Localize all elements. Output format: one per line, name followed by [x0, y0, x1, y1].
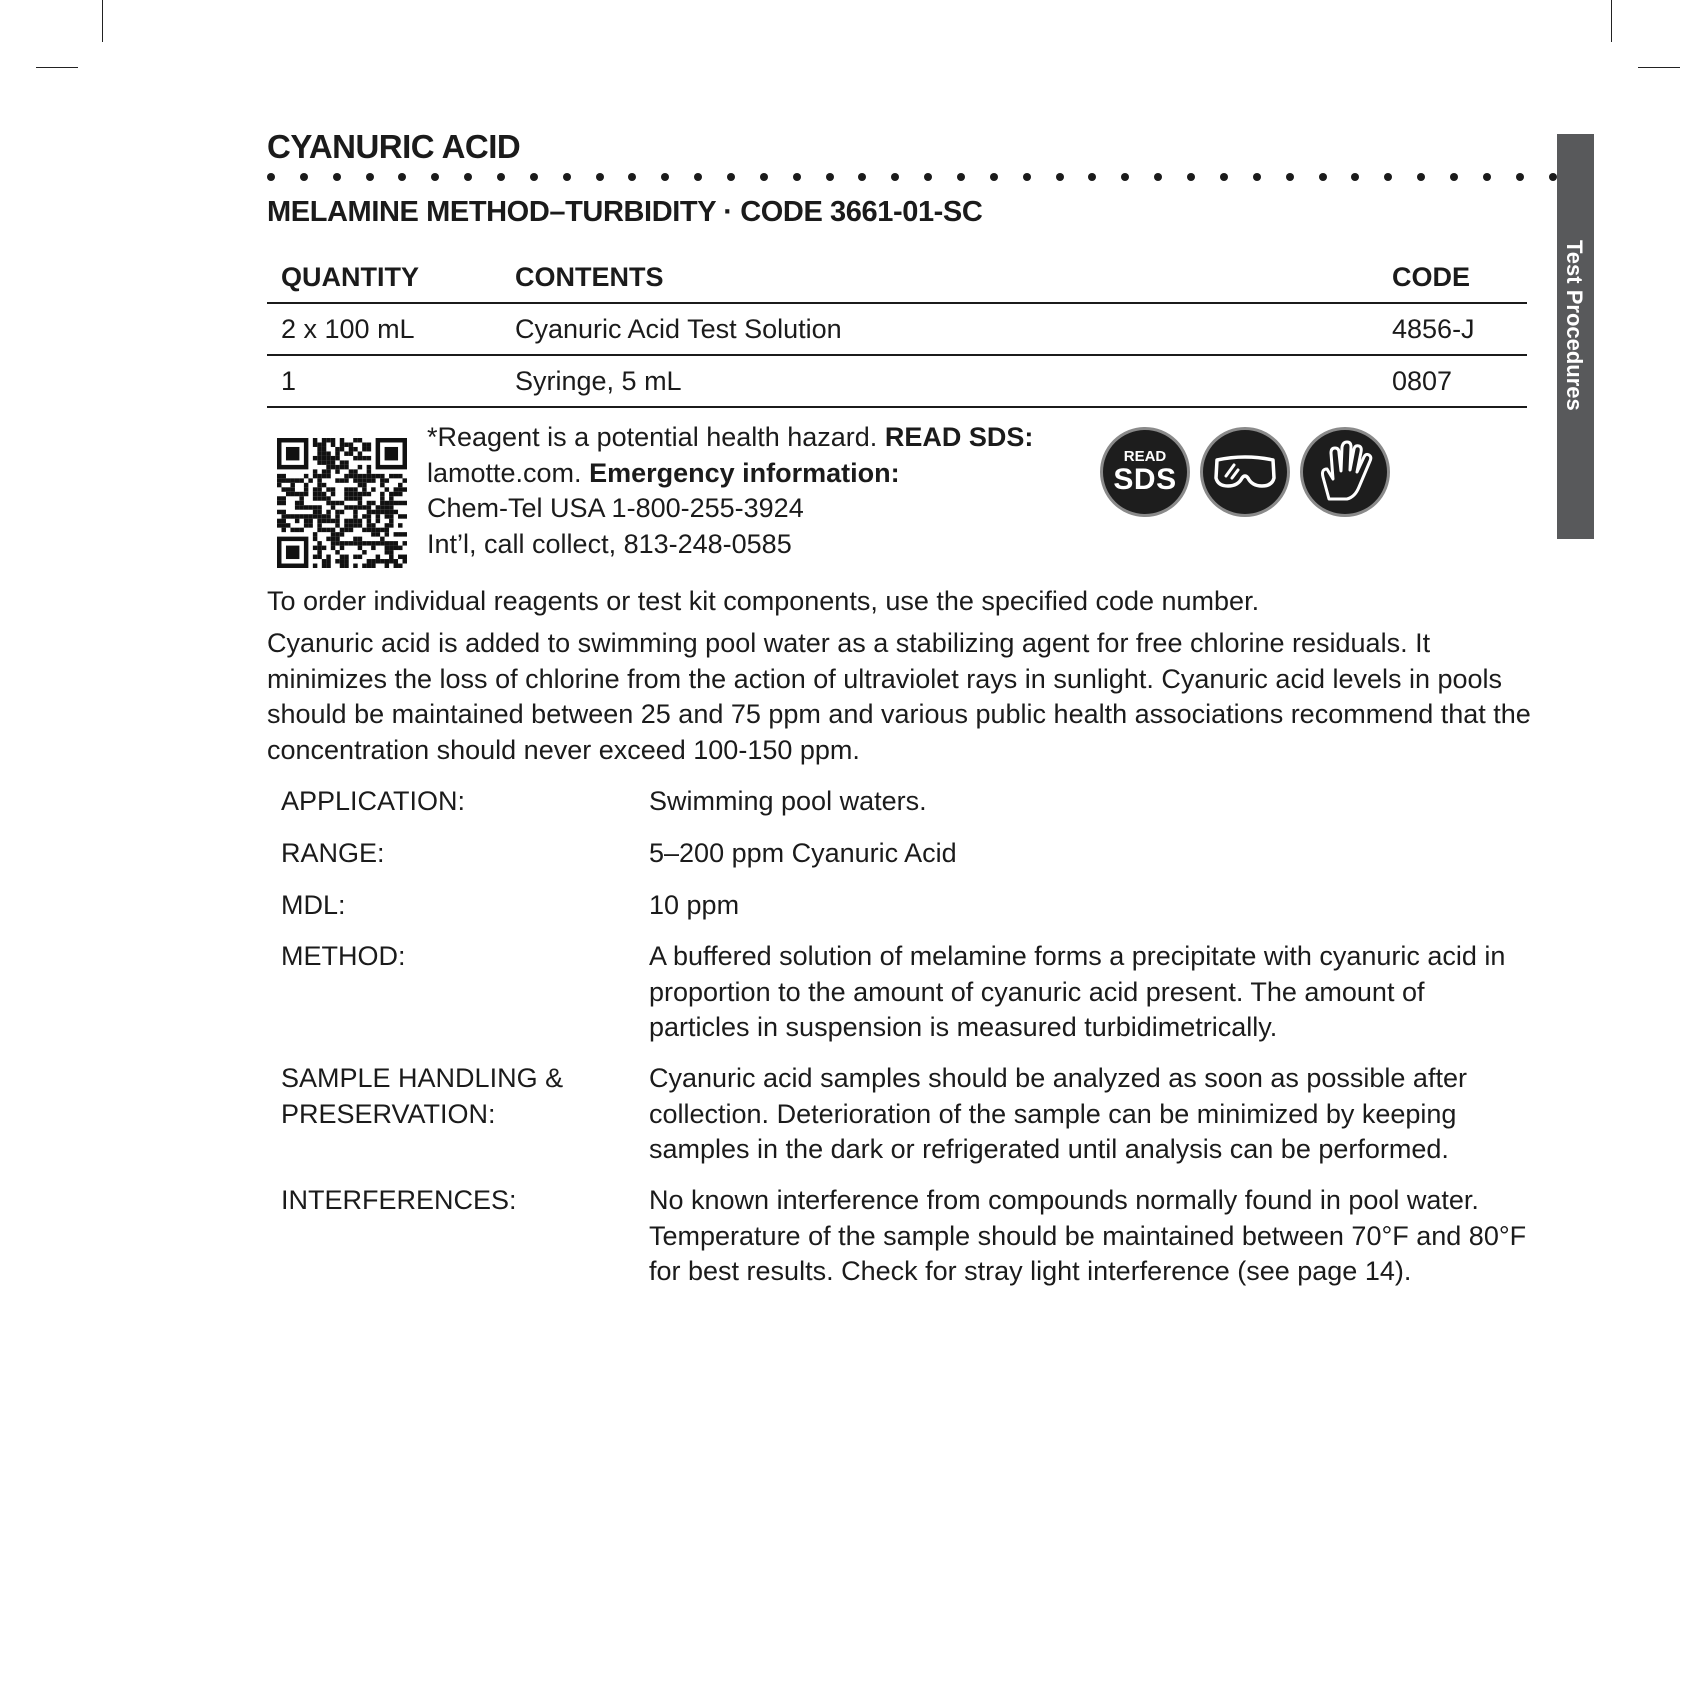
spec-value: A buffered solution of melamine forms a precipitate with cyanuric acid in proportion to the amount of cyanuric acid present. The amount of particles in suspension is measured turbidimetrically.	[649, 941, 1506, 1042]
divider-dot	[1187, 173, 1195, 181]
safety-icons	[1100, 427, 1390, 517]
hazard-notice	[427, 420, 1047, 562]
divider-dot	[661, 173, 669, 181]
contents-cell: Syringe, 5 mL	[501, 355, 1378, 407]
divider-dot	[1319, 173, 1327, 181]
divider-dot	[826, 173, 834, 181]
divider-dot	[1417, 173, 1425, 181]
spec-value: Cyanuric acid samples should be analyzed as soon as possible after collection. Deterioration of the sample can be minimized by keeping samples in the dark or refrigerated until analysis can be performed.	[649, 1063, 1467, 1164]
qr-code-icon[interactable]	[277, 438, 407, 568]
spec-label: INTERFERENCES:	[281, 1185, 517, 1215]
spec-label: METHOD:	[281, 941, 406, 971]
gloves-icon	[1300, 427, 1390, 517]
divider-dot	[1220, 173, 1228, 181]
contents-header: CONTENTS	[501, 252, 1378, 303]
order-note: To order individual reagents or test kit components, use the specified code number.	[267, 586, 1260, 616]
safety-goggles-icon	[1200, 427, 1290, 517]
divider-dot	[924, 173, 932, 181]
divider-dot	[1450, 173, 1458, 181]
crop-mark-top-left	[102, 0, 103, 42]
divider-dot	[1253, 173, 1261, 181]
code-cell: 0807	[1378, 355, 1527, 407]
divider-dot	[596, 173, 604, 181]
sds-read-text: READ	[1123, 448, 1167, 465]
spec-value: No known interference from compounds normally found in pool water. Temperature of the sample should be maintained between 70°F and 80°F for best results. Check for stray light interference (see page 14).	[649, 1185, 1527, 1286]
divider-dot	[333, 173, 341, 181]
method-subtitle: MELAMINE METHOD–TURBIDITY · CODE 3661-01-SC	[267, 196, 983, 228]
chemtel-phone: Chem-Tel USA 1-800-255-3924	[427, 493, 804, 523]
divider-dot	[464, 173, 472, 181]
contents-table	[267, 252, 1527, 408]
divider-dot	[1549, 173, 1557, 181]
divider-dot	[1088, 173, 1096, 181]
read-sds-label: READ SDS:	[884, 422, 1034, 452]
emergency-info-label: Emergency information:	[589, 457, 900, 488]
quantity-header: QUANTITY	[267, 252, 501, 303]
divider-dot	[1286, 173, 1294, 181]
spec-label: APPLICATION:	[281, 786, 466, 816]
contents-cell: Cyanuric Acid Test Solution	[501, 303, 1378, 355]
divider-dot	[497, 173, 505, 181]
website-link[interactable]: lamotte.com.	[427, 457, 582, 488]
hazard-warning: *Reagent is a potential health hazard.	[427, 422, 878, 452]
divider-dot	[1351, 173, 1359, 181]
hazard-line-2	[427, 456, 1047, 492]
divider-dot	[760, 173, 768, 181]
divider-dot	[891, 173, 899, 181]
divider-dot	[1023, 173, 1031, 181]
divider-dot	[957, 173, 965, 181]
quantity-cell: 1	[267, 355, 501, 407]
divider-dot	[398, 173, 406, 181]
intl-phone: Int’l, call collect, 813-248-0585	[427, 528, 792, 559]
read-sds-icon	[1100, 427, 1190, 517]
table-row	[267, 355, 1527, 407]
divider-dot	[1516, 173, 1524, 181]
divider-dot	[1056, 173, 1064, 181]
table-header-row	[267, 252, 1527, 303]
crop-mark-top-right	[1611, 0, 1612, 42]
spec-label: SAMPLE HANDLING & PRESERVATION:	[281, 1063, 564, 1129]
spec-value: Swimming pool waters.	[649, 786, 927, 816]
description-paragraph: Cyanuric acid is added to swimming pool water as a stabilizing agent for free chlorine residuals. It minimizes the loss of chlorine from the action of ultraviolet rays in sunlight. Cyanuric acid levels in pools should be maintained between 25 and 75 ppm and various public health associations recommend that the concentration should never exceed 100-150 ppm.	[267, 628, 1531, 765]
hazard-line-1	[427, 420, 1047, 456]
divider-dot	[727, 173, 735, 181]
divider-dot	[267, 173, 275, 181]
code-cell: 4856-J	[1378, 303, 1527, 355]
divider-dot	[1121, 173, 1129, 181]
divider-dot	[1154, 173, 1162, 181]
crop-mark-left	[36, 67, 78, 68]
table-row	[267, 303, 1527, 355]
code-header: CODE	[1378, 252, 1527, 303]
divider-dot	[694, 173, 702, 181]
divider-dot	[366, 173, 374, 181]
divider-dot	[431, 173, 439, 181]
divider-dot	[300, 173, 308, 181]
spec-label: MDL:	[281, 890, 346, 920]
page-title: CYANURIC ACID	[267, 128, 521, 165]
spec-value: 10 ppm	[649, 890, 740, 920]
quantity-cell: 2 x 100 mL	[267, 303, 501, 355]
divider-dot	[628, 173, 636, 181]
divider-dot	[530, 173, 538, 181]
crop-mark-right	[1638, 67, 1680, 68]
spec-value: 5–200 ppm Cyanuric Acid	[649, 838, 957, 868]
divider-dot	[1483, 173, 1491, 181]
side-tab-label[interactable]: Test Procedures	[1562, 240, 1587, 411]
divider-dot	[793, 173, 801, 181]
spec-label: RANGE:	[281, 838, 385, 868]
divider-dot	[563, 173, 571, 181]
sds-text: SDS	[1113, 463, 1177, 496]
dotted-divider	[267, 170, 1557, 184]
divider-dot	[858, 173, 866, 181]
divider-dot	[1384, 173, 1392, 181]
divider-dot	[990, 173, 998, 181]
